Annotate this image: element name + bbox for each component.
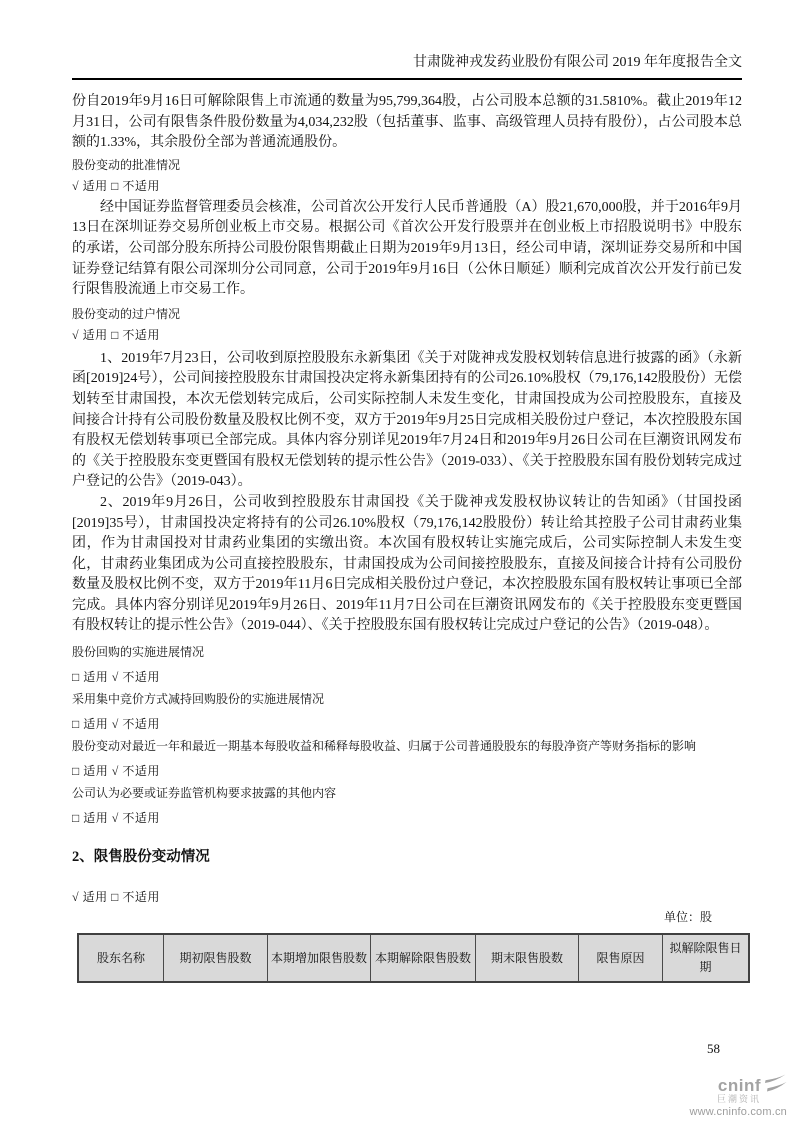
cninfo-brand-cn: 巨潮资讯 bbox=[716, 1094, 761, 1104]
transfer-section-label: 股份变动的过户情况 bbox=[72, 306, 181, 321]
col-proposed-release-date: 拟解除限售日期 bbox=[663, 934, 750, 982]
centralized-bidding-applicability: □ 适用 √ 不适用 bbox=[72, 717, 160, 732]
cninfo-logo bbox=[689, 1074, 787, 1118]
intro-paragraph: 份自2019年9月16日可解除限售上市流通的数量为95,799,364股，占公司股本总额的31.5810%。截止2019年12月31日，公司有限售条件股份数量为4,034,232股（包括董事、监事、高级管理人员持有股份），占公司股本总额的1.33%，其余股份全部为普通流通股份。 bbox=[72, 94, 742, 151]
col-shareholder-name: 股东名称 bbox=[78, 934, 164, 982]
cninfo-url: www.cninfo.com.cn bbox=[689, 1106, 787, 1118]
eps-impact-applicability: □ 适用 √ 不适用 bbox=[72, 764, 160, 779]
transfer-paragraph-2: 2、2019年9月26日，公司收到控股股东甘肃国投《关于陇神戎发股权协议转让的告知函》（甘国投函[2019]35号），甘肃国投决定将持有的公司26.10%股权（79,176,142股股份）转让给其控股子公司甘肃药业集团，作为甘肃国投对甘肃药业集团的实缴出资。本次国有股权转让实施完成后，公司实际控制人未发生变化，甘肃药业集团成为公司直接控股股东，甘肃国投成为公司间接控股股东，直接及间接合计持有公司股份数量及股权比例不变，双方于2019年11月6日完成相关股份过户登记，本次控股股东国有股权转让事项已全部完成。具体内容分别详见2019年9月26日、2019年11月7日公司在巨潮资讯网发布的《关于控股股东变更暨国有股权转让的提示性公告》（2019-044）、《关于控股股东国有股权转让完成过户登记的公告》（2019-048）。 bbox=[72, 494, 742, 634]
cninfo-brand-row bbox=[689, 1074, 787, 1094]
eps-impact-label: 股份变动对最近一年和最近一期基本每股收益和稀释每股收益、归属于公司普通股股东的每股净资产等财务指标的影响 bbox=[72, 739, 697, 754]
approval-paragraph: 经中国证券监督管理委员会核准，公司首次公开发行人民币普通股（A）股21,670,000股，并于2016年9月13日在深圳证券交易所创业板上市交易。根据公司《首次公开发行股票并在创业板上市招股说明书》中股东的承诺，公司部分股东所持公司股份限售期截止日期为2019年9月13日，经公司申请，深圳证券交易所和中国证券登记结算有限公司深圳分公司同意，公司于2019年9月16日（公休日顺延）顺利完成首次公开发行前已发行限售股流通上市交易工作。 bbox=[72, 199, 742, 298]
table-header-row bbox=[78, 934, 749, 982]
other-disclosure-label: 公司认为必要或证券监管机构要求披露的其他内容 bbox=[72, 786, 337, 801]
document-header bbox=[72, 0, 742, 80]
approval-applicability: √ 适用 □ 不适用 bbox=[72, 178, 160, 193]
col-opening-restricted: 期初限售股数 bbox=[164, 934, 268, 982]
other-disclosure-applicability: □ 适用 √ 不适用 bbox=[72, 811, 160, 826]
cninfo-brand-text: cninf bbox=[717, 1076, 761, 1095]
col-released-restricted: 本期解除限售股数 bbox=[371, 934, 476, 982]
restricted-shares-heading: 2、限售股份变动情况 bbox=[72, 849, 210, 866]
transfer-applicability: √ 适用 □ 不适用 bbox=[72, 327, 160, 342]
page-content bbox=[72, 0, 742, 983]
col-closing-restricted: 期末限售股数 bbox=[476, 934, 579, 982]
col-added-restricted: 本期增加限售股数 bbox=[268, 934, 371, 982]
restricted-shares-applicability: √ 适用 □ 不适用 bbox=[72, 890, 160, 905]
repurchase-section-label: 股份回购的实施进展情况 bbox=[72, 645, 205, 660]
report-title: 甘肃陇神戎发药业股份有限公司 2019 年年度报告全文 bbox=[413, 55, 742, 70]
cninfo-swoosh-icon bbox=[763, 1074, 787, 1094]
unit-label: 单位：股 bbox=[663, 910, 712, 925]
approval-section-label: 股份变动的批准情况 bbox=[72, 157, 181, 172]
col-restriction-reason: 限售原因 bbox=[579, 934, 663, 982]
repurchase-applicability: □ 适用 √ 不适用 bbox=[72, 670, 160, 685]
transfer-paragraph-1: 1、2019年7月23日，公司收到原控股股东永新集团《关于对陇神戎发股权划转信息进行披露的函》（永新函[2019]24号），公司间接控股股东甘肃国投决定将永新集团持有的公司26.10%股权（79,176,142股股份）无偿划转至甘肃国投，本次无偿划转完成后，公司实际控制人未发生变化，甘肃国投成为公司控股股东，直接及间接合计持有公司股份数量及股权比例不变，双方于2019年9月25日完成相关股份过户登记，本次控股股东国有股权无偿划转事项已全部完成。具体内容分别详见2019年7月24日和2019年9月26日公司在巨潮资讯网发布的《关于控股股东变更暨国有股权无偿划转的提示性公告》（2019-033）、《关于控股股东国有股份划转完成过户登记的公告》（2019-043）。 bbox=[72, 350, 742, 490]
centralized-bidding-label: 采用集中竞价方式减持回购股份的实施进展情况 bbox=[72, 692, 325, 707]
restricted-shares-table bbox=[77, 933, 750, 983]
page-number: 58 bbox=[707, 1041, 720, 1056]
